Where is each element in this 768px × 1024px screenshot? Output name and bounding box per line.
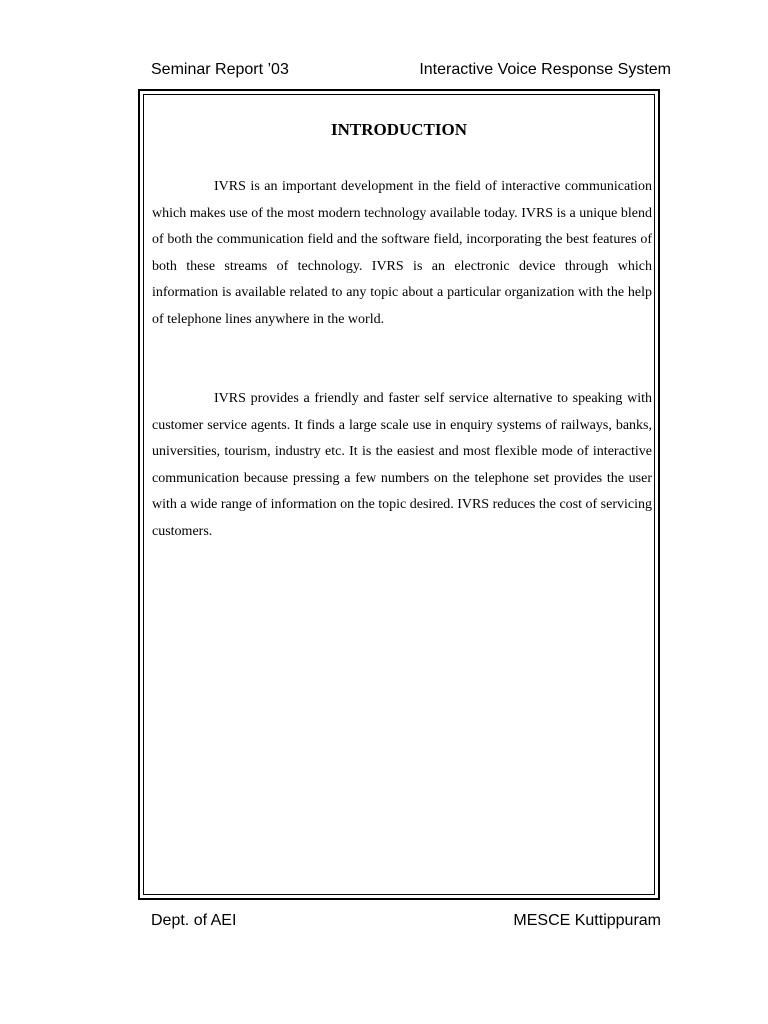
footer-department: Dept. of AEI <box>151 912 237 929</box>
paragraph-text: IVRS provides a friendly and faster self service alternative to speaking with customer service agents. It finds a large scale use in enquiry systems of railways, banks, universities, tourism, industry etc. It is the easiest and most flexible mode of interactive communication because pressing a few numbers on the telephone set provides the user with a wide range of information on the topic desired. IVRS reduces the cost of servicing customers. <box>152 391 652 539</box>
paragraph-text: IVRS is an important development in the field of interactive communication which makes use of the most modern technology available today. IVRS is a unique blend of both the communication field and the software field, incorporating the best features of both these streams of technology. IVRS is an electronic device through which information is available related to any topic about a particular organization with the help of telephone lines anywhere in the world. <box>152 179 652 327</box>
header-report-title: Seminar Report ’03 <box>151 61 289 78</box>
paragraph <box>152 174 652 333</box>
paragraph <box>152 386 652 545</box>
page-header <box>151 61 671 83</box>
section-title: INTRODUCTION <box>330 120 468 139</box>
header-topic: Interactive Voice Response System <box>419 61 671 78</box>
page-footer <box>151 912 661 934</box>
footer-institution: MESCE Kuttippuram <box>513 912 661 929</box>
